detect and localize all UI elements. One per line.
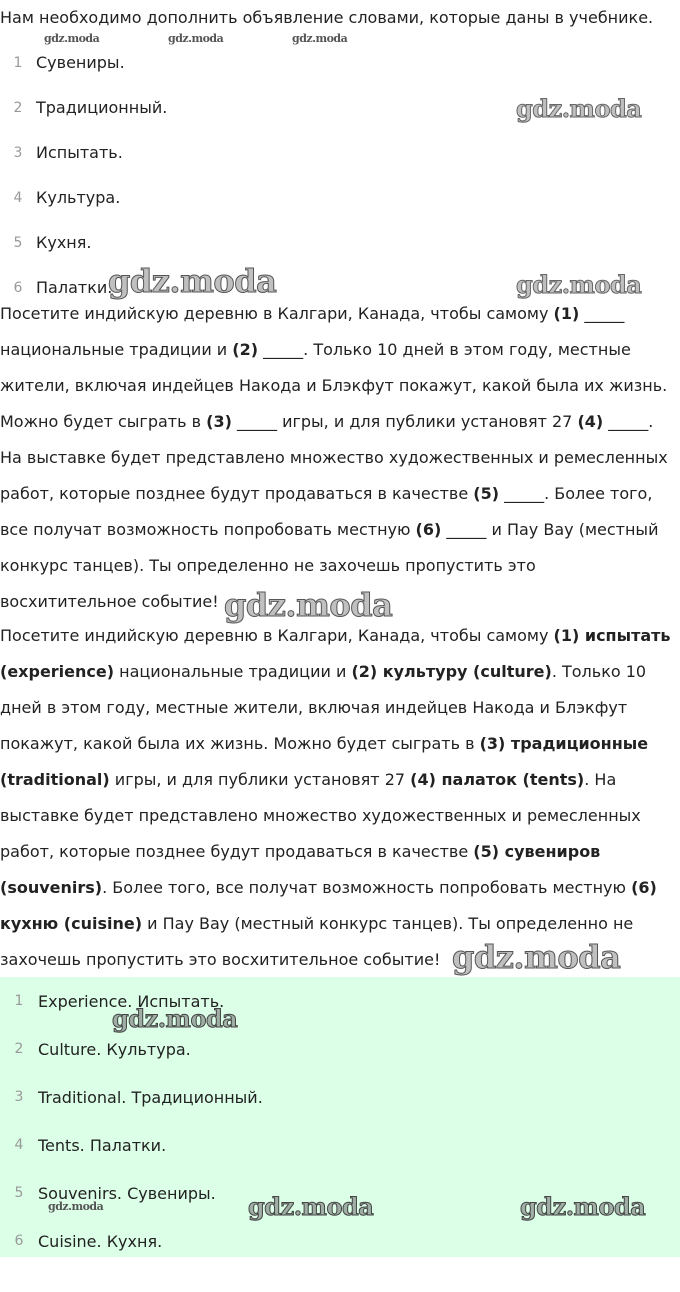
- announcement-blank: [0, 296, 676, 620]
- item-text: Традиционный.: [36, 98, 168, 117]
- item-text: Cuisine. Кухня.: [38, 1231, 163, 1251]
- item-text: Сувениры.: [36, 53, 125, 72]
- list-item: [0, 130, 167, 175]
- text-segment: Посетите индийскую деревню в Калгари, Канада, чтобы самому: [0, 304, 554, 323]
- item-number: 5: [14, 1185, 24, 1201]
- watermark: gdz.moda: [112, 1004, 238, 1033]
- watermark: gdz.moda: [520, 1192, 646, 1221]
- item-text: Tents. Палатки.: [38, 1135, 167, 1155]
- item-text: Culture. Культура.: [38, 1039, 191, 1059]
- answer-word: (3) традиционные (traditional): [0, 734, 649, 789]
- blank-number: (3): [206, 412, 232, 431]
- item-text: Кухня.: [36, 233, 92, 252]
- item-number: 2: [13, 99, 23, 116]
- blank-number: (4): [577, 412, 604, 431]
- answer-item: [0, 1217, 263, 1265]
- text-segment: . На выставке будет представлено множество художественных и ремесленных работ, которые позднее будут продаваться в качестве: [0, 770, 641, 861]
- item-number: 3: [14, 1089, 24, 1105]
- item-text: Souvenirs. Сувениры.: [38, 1183, 216, 1203]
- answer-word: (5) сувениров (souvenirs): [0, 842, 601, 897]
- watermark: gdz.moda: [44, 32, 100, 45]
- answer-item: [0, 1073, 263, 1121]
- blank-number: (6): [415, 520, 442, 539]
- list-item: [0, 40, 167, 85]
- list-item: [0, 175, 167, 220]
- item-number: 5: [13, 234, 23, 251]
- text-segment: _____ национальные традиции и: [0, 304, 625, 359]
- watermark: gdz.moda: [248, 1192, 374, 1221]
- watermark: gdz.moda: [452, 938, 621, 976]
- answer-word: (6) кухню (cuisine): [0, 878, 657, 933]
- item-text: Experience. Испытать.: [38, 991, 225, 1011]
- text-segment: _____. Более того, все получат возможность попробовать местную: [0, 484, 653, 539]
- answer-word: (2) культуру (culture): [351, 662, 552, 681]
- watermark: gdz.moda: [292, 32, 348, 45]
- item-number: 2: [14, 1041, 24, 1057]
- announcement-filled: [0, 618, 676, 978]
- text-segment: _____ игры, и для публики установят 27: [231, 412, 578, 431]
- watermark: gdz.moda: [108, 262, 277, 300]
- intro-text: Нам необходимо дополнить объявление словами, которые даны в учебнике.: [0, 8, 654, 27]
- watermark: gdz.moda: [168, 32, 224, 45]
- item-text: Traditional. Традиционный.: [38, 1087, 263, 1107]
- item-number: 6: [14, 1233, 24, 1249]
- watermark: gdz.moda: [516, 94, 642, 123]
- item-number: 3: [13, 144, 23, 161]
- text-segment: _____. Только 10 дней в этом году, местные жители, включая индейцев Накода и Блэкфут покажут, какой была их жизнь. Можно будет сыграть в: [0, 340, 668, 431]
- item-number: 4: [13, 189, 23, 206]
- item-number: 6: [13, 279, 23, 296]
- text-segment: . Только 10 дней в этом году, местные жители, включая индейцев Накода и Блэкфут покажут, какой была их жизнь. Можно будет сыграть в: [0, 662, 647, 753]
- watermark: gdz.moda: [224, 586, 393, 624]
- text-segment: _____ и Пау Вау (местный конкурс танцев). Ты определенно не захочешь пропустить это восхитительное событие!: [0, 520, 659, 611]
- text-segment: Посетите индийскую деревню в Калгари, Канада, чтобы самому: [0, 626, 554, 645]
- item-number: 4: [14, 1137, 24, 1153]
- item-number: 1: [14, 993, 24, 1009]
- text-segment: _____. На выставке будет представлено множество художественных и ремесленных работ, которые позднее будут продаваться в качестве: [0, 412, 668, 503]
- list-item: [0, 85, 167, 130]
- text-segment: национальные традиции и: [114, 662, 352, 681]
- answer-word: (1) испытать (experience): [0, 626, 671, 681]
- answer-item: [0, 1169, 263, 1217]
- blank-number: (1): [553, 304, 580, 323]
- item-number: 1: [13, 54, 23, 71]
- item-text: Палатки.: [36, 278, 113, 297]
- watermark: gdz.moda: [48, 1200, 104, 1213]
- answer-word: (4) палаток (tents): [410, 770, 585, 789]
- item-text: Испытать.: [36, 143, 123, 162]
- watermark: gdz.moda: [516, 270, 642, 299]
- text-segment: . Более того, все получат возможность попробовать местную: [102, 878, 632, 897]
- text-segment: игры, и для публики установят 27: [109, 770, 411, 789]
- answer-item: [0, 1121, 263, 1169]
- text-segment: и Пау Вау (местный конкурс танцев). Ты определенно не захочешь пропустить это восхитительное событие!: [0, 914, 634, 969]
- item-text: Культура.: [36, 188, 121, 207]
- blank-number: (2): [232, 340, 259, 359]
- list-item: [0, 220, 167, 265]
- blank-number: (5): [473, 484, 500, 503]
